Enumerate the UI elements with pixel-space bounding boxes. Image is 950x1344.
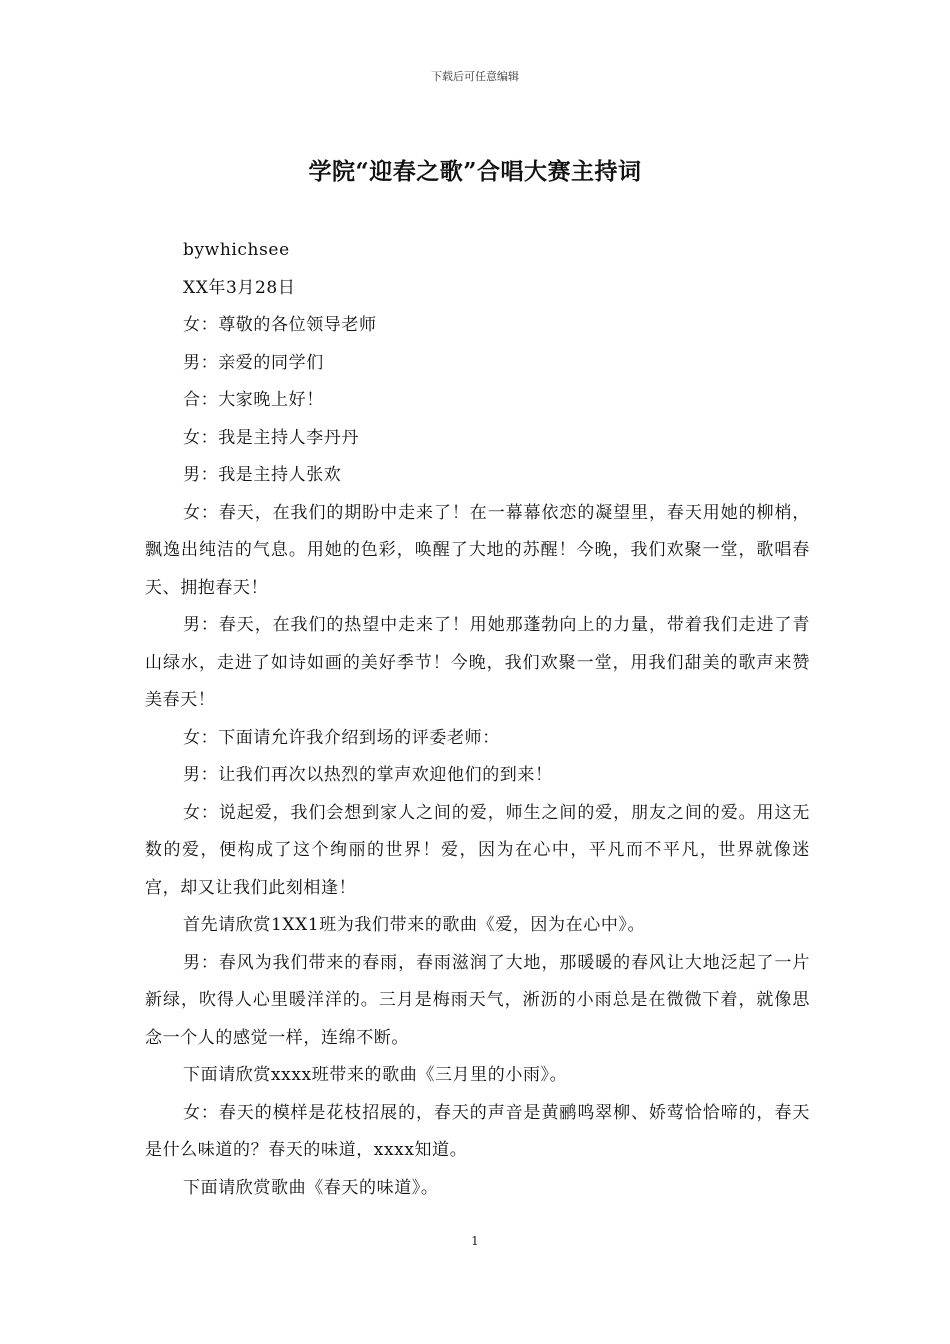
paragraph: 男：亲爱的同学们 [183, 352, 324, 373]
paragraph: 男：春风为我们带来的春雨，春雨滋润了大地，那暖暖的春风让大地泛起了一片新绿，吹得人心里暖洋洋的。三月是梅雨天气，淅沥的小雨总是在微微下着，就像思念一个人的感觉一样，连绵不断。 [145, 952, 810, 1048]
paragraph: 下面请欣赏歌曲《春天的味道》。 [183, 1177, 439, 1198]
paragraph: 下面请欣赏xxxx班带来的歌曲《三月里的小雨》。 [183, 1065, 568, 1085]
date-line: XX年3月28日 [183, 277, 296, 298]
paragraph: 男：春天，在我们的热望中走来了！用她那蓬勃向上的力量，带着我们走进了青山绿水，走进了如诗如画的美好季节！今晚，我们欢聚一堂，用我们甜美的歌声来赞美春天！ [145, 615, 810, 710]
paragraph: 男：我是主持人张欢 [183, 465, 342, 485]
paragraph: 首先请欣赏1XX1班为我们带来的歌曲《爱，因为在心中》。 [183, 915, 646, 935]
document-title: 学院“迎春之歌”合唱大赛主持词 [308, 158, 642, 185]
paragraph: 女：说起爱，我们会想到家人之间的爱，师生之间的爱，朋友之间的爱。用这无数的爱，便构成了这个绚丽的世界！爱，因为在心中，平凡而不平凡，世界就像迷宫，却又让我们此刻相逢！ [145, 802, 810, 898]
author-line: bywhichsee [183, 240, 290, 260]
paragraph: 女：春天，在我们的期盼中走来了！在一幕幕依恋的凝望里，春天用她的柳梢，飘逸出纯洁的气息。用她的色彩，唤醒了大地的苏醒！今晚，我们欢聚一堂，歌唱春天、拥抱春天！ [145, 502, 810, 598]
paragraph: 合：大家晚上好！ [183, 390, 324, 410]
paragraph: 女：下面请允许我介绍到场的评委老师： [183, 727, 500, 748]
page-number: 1 [471, 1234, 479, 1248]
paragraph: 男：让我们再次以热烈的掌声欢迎他们的到来！ [183, 765, 553, 785]
page-header-note: 下载后可任意编辑 [431, 70, 519, 83]
paragraph: 女：尊敬的各位领导老师 [183, 315, 377, 335]
document-body [145, 232, 810, 1207]
paragraph: 女：春天的模样是花枝招展的，春天的声音是黄鹂鸣翠柳、娇莺恰恰啼的，春天是什么味道的？春天的味道，xxxx知道。 [145, 1102, 810, 1160]
paragraph: 女：我是主持人李丹丹 [183, 427, 359, 448]
